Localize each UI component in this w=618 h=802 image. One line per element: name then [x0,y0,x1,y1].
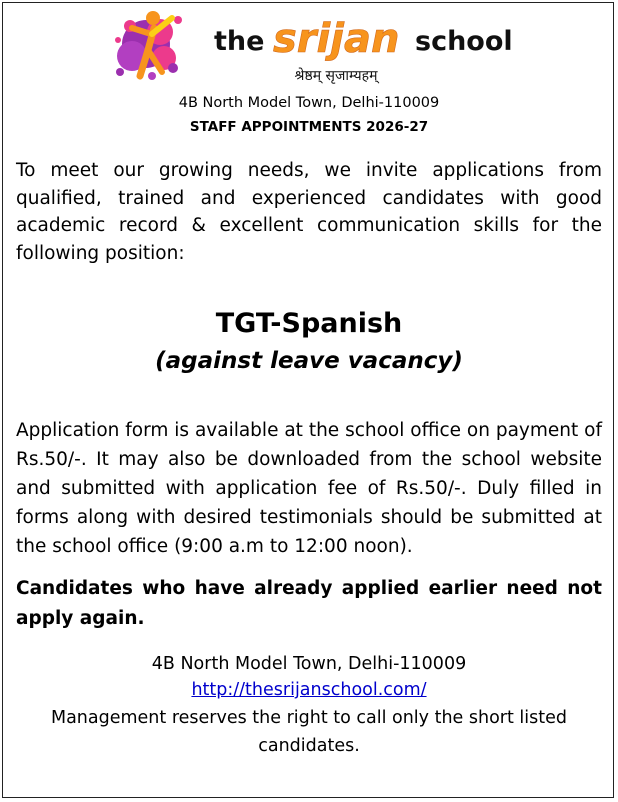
application-paragraph: Application form is available at the school office on payment of Rs.50/-. It may also be downloaded from the school website and submitted with application fee of Rs.50/-. Duly filled in forms along with desired testimonials should be submitted at the school office (9:00 a.m to 12:00 noon). [16,420,602,557]
brand-the: the [214,26,265,57]
footer-address: 4B North Model Town, Delhi-110009 [151,654,467,674]
school-logo [110,6,540,86]
page-title: STAFF APPOINTMENTS 2026-27 [189,119,429,135]
notice-paragraph: Candidates who have already applied earlier need not apply again. [16,578,602,629]
position-note: (against leave vacancy) [155,348,463,374]
disclaimer-text: Management reserves the right to call only the short listed candidates. [50,708,567,756]
website-line [14,677,604,703]
position-title: TGT-Spanish [215,308,403,339]
header-address: 4B North Model Town, Delhi-110009 [178,95,440,111]
brand-srijan: srijan [273,16,400,62]
brand-tagline: श्रेष्ठम् सृजाम्यहम् [294,68,378,84]
intro-paragraph: To meet our growing needs, we invite applications from qualified, trained and experienced candidates with good academic record & excellent communication skills for the following position: [16,160,602,264]
website-link[interactable]: http://thesrijanschool.com/ [191,680,427,700]
brand-school: school [415,26,513,57]
